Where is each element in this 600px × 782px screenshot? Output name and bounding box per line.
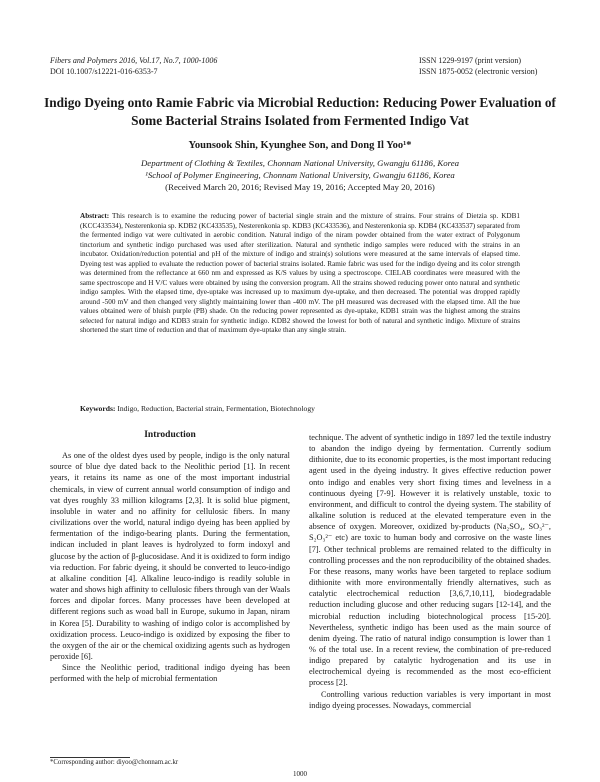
abstract-text: This research is to examine the reducing power of bacterial single strain and the mixture of strains. Four strains of Dietzia sp. KDB1 (KCC433534), Nesterenkonia sp. KDB2 (KC433535), Nesterenkonia sp. KDB3 (KC433536), and Nesterenkonia sp. KDB4 (KC433537) separated from the fermented indigo vat were cultivated in aerobic condition. Natural indigo of the niram powder obtained from the water extract of Polygonum tinctorium and synthetic indigo purchased was used after sterilization. Natural and synthetic indigo samples were reduced with the strains in an incubator. Oxidation/reduction potential and pH of the mixture of indigo and strain(s) solutions were measured at the same intervals of elapsed time. Dyeing test was applied to evaluate the reduction power of bacterial strains isolated. Ramie fabric was used for the indigo dyeing and its color strength was determined from the reflectance at 660 nm and expressed as K/S values by using a spectroscope. CIELAB coordinates were measured with the same spectroscope and H V/C values were obtained by using the conversion program. All the strains showed reducing power onto natural and synthetic indigo samples. With the elapsed time, dye-uptake was increased up to maximum dye-uptake, and then decreased. The potential was dropped rapidly around -500 mV and then changed very slightly maintaining lower than -400 mV. The pH measured was decreased with the elapsed time. All the hue values obtained were of bluish purple (PB) shade. On the reducing power represented as dye-uptake, KDB1 strain was the highest among the strains selected for natural indigo and KDB3 strain for synthetic indigo. KDB2 showed the lowest for both of natural and synthetic indigo. Mixture of strains shortened the start time of reduction and that of maximum dye-uptake than any single strain. xyxy=(80,212,520,334)
intro-paragraph: technique. The advent of synthetic indigo in 1897 led the textile industry to abandon the indigo dyeing by fermentation. Currently sodium dithionite, due to its economic properties, is the most important reducing agent used in the dyeing industry. It gives effective reduction power onto indigo and enables very short fixing times and levelness in a continuous dyeing [7-9]. However it is relatively unstable, toxic to environment, and difficult to control the dyeing system. The stability of alkaline solution is reduced at the elevated temperature even in the absence of oxygen. Moreover, oxidized by-products (Na₂SO₄, SO₃²⁻, S₂O₃²⁻ etc) are toxic to human body and corrosive on the waste lines [7]. Other technical problems are remained related to the difficulty in controlling processes and the non reproducibility of the obtained shades. For these reasons, many works have been targeted to replace sodium dithionite with more environmentally friendly alternatives, such as catalytic electrochemical reduction [3,6,7,10,11], biodegradable reduction including glucose and other reducing sugars [12-14], and the microbial reduction including biotechnological process [15-20]. Nevertheless, synthetic indigo has been used as the main source of denim dyeing. The ratio of natural indigo consumption is lower than 1 % of the total use. In a recent review, the combination of pre-reduced indigo prepared by catalytic hydrogenation and its use in electrochemical dyeing is recommended as the most eco-efficient process [2]. xyxy=(309,433,551,688)
corresponding-author-footnote: *Corresponding author: diyoo@chonnam.ac.kr xyxy=(50,759,179,766)
paper-title: Indigo Dyeing onto Ramie Fabric via Microbial Reduction: Reducing Power Evaluation of Some Bacterial Strains Isolated from Fermented Indigo Vat xyxy=(44,95,556,128)
abstract xyxy=(80,212,520,336)
issn-electronic: ISSN 1875-0052 (electronic version) xyxy=(419,67,538,76)
keywords xyxy=(80,404,520,413)
keywords-text: Indigo, Reduction, Bacterial strain, Fermentation, Biotechnology xyxy=(117,404,315,413)
abstract-label: Abstract: xyxy=(80,212,110,220)
footnote-divider xyxy=(50,757,130,758)
journal-header xyxy=(50,55,217,77)
authors: Younsook Shin, Kyunghee Son, and Dong Il Yoo¹* xyxy=(188,140,412,151)
page-number: 1000 xyxy=(293,770,307,778)
journal-citation: Fibers and Polymers 2016, Vol.17, No.7, 1000-1006 xyxy=(50,56,218,65)
affiliations xyxy=(0,157,600,193)
keywords-label: Keywords: xyxy=(80,404,116,413)
intro-paragraph: As one of the oldest dyes used by people, indigo is the only natural source of blue dye dated back to the Neolithic period [1]. In recent years, it retains its name as one of the most important industrial chemicals, in view of current annual world consumption of indigo and vat dyes roughly 33 million kilograms [2,3]. It is solid blue pigment, insoluble in water and no affinity for cellulosic fibers. In many civilizations over the world, natural indigo dyeing has been applied by fermentation of the indigo-bearing plants. During the fermentation, indican included in plant leaves is hydrolyzed to form indoxyl and glucose by the action of β-glucosidase. And it is oxidized to form indigo via reduction. For fabric dyeing, it should be converted to leuco-indigo at alkaline condition [4]. Alkaline leuco-indigo is readily soluble in water and shows high affinity to cellulosic fibers through van der Waals forces and dipolar forces. Many processes have been developed at different regions such as woad ball in Europe, sukumo in Japan, niram in Korea [5]. Durability to washing of indigo color is accomplished by oxidization process. Leuco-indigo is oxidized by exposing the fiber to the oxygen of the air or the chemical oxidizing agents such as hydrogen peroxide [6]. xyxy=(50,451,290,661)
intro-paragraph: Since the Neolithic period, traditional indigo dyeing has been performed with the help of microbial fermentation xyxy=(50,663,290,684)
received-dates: (Received March 20, 2016; Revised May 19, 2016; Accepted May 20, 2016) xyxy=(165,182,435,192)
intro-paragraph: Controlling various reduction variables is very important in most indigo dyeing processes. Nowadays, commercial xyxy=(309,689,551,710)
affiliation-2: ¹School of Polymer Engineering, Chonnam National University, Gwangju 61186, Korea xyxy=(145,170,455,180)
section-heading-introduction: Introduction xyxy=(144,430,196,440)
issn-block xyxy=(419,55,537,77)
doi: DOI 10.1007/s12221-016-6353-7 xyxy=(50,67,158,76)
left-column xyxy=(50,430,290,684)
issn-print: ISSN 1229-9197 (print version) xyxy=(419,56,521,65)
affiliation-1: Department of Clothing & Textiles, Chonnam National University, Gwangju 61186, Korea xyxy=(140,158,460,168)
right-column xyxy=(309,432,551,711)
